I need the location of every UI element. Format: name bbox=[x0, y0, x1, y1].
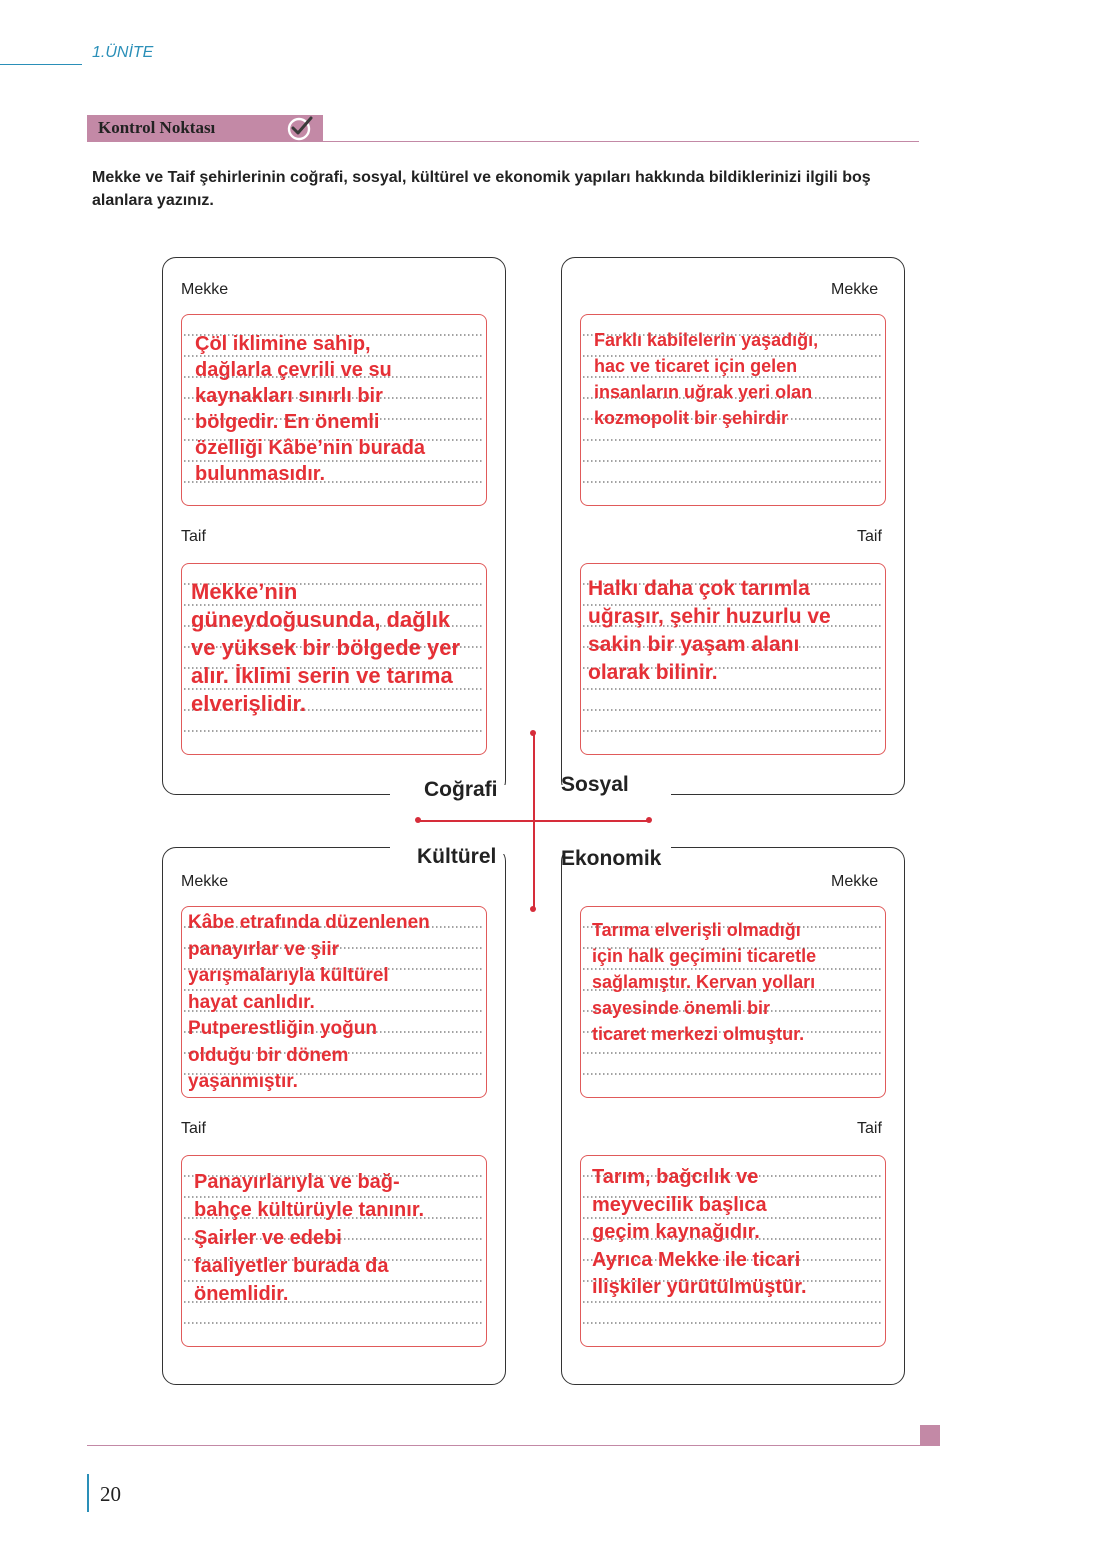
footer-accent-square bbox=[920, 1425, 940, 1445]
answer-text: Tarım, bağcılık ve meyvecilik başlıca geçim kaynağıdır. Ayrıca Mekke ile ticari ilişkiler yürütülmüştür. bbox=[592, 1166, 807, 1298]
city-label-taif: Taif bbox=[857, 1120, 882, 1137]
cross-dot bbox=[415, 817, 421, 823]
answer-box-cografi-mekke[interactable] bbox=[181, 314, 487, 506]
cross-dot bbox=[530, 906, 536, 912]
page-number: 20 bbox=[100, 1482, 121, 1506]
answer-text: Kâbe etrafında düzenlenen panayırlar ve şiir yarışmalarıyla kültürel hayat canlıdır. Putperestliğin yoğun olduğu bir dönem yaşanmıştır. bbox=[188, 912, 430, 1092]
answer-text: Panayırlarıyla ve bağ- bahçe kültürüyle tanınır. Şairler ve edebi faaliyetler burada da önemlidir. bbox=[194, 1171, 425, 1305]
city-label-taif: Taif bbox=[857, 528, 882, 545]
answer-box-sosyal-taif[interactable] bbox=[580, 563, 886, 755]
page-number-bar bbox=[87, 1474, 89, 1512]
answer-text: Tarıma elverişli olmadığı için halk geçimini ticaretle sağlamıştır. Kervan yolları sayesinde önemli bir ticaret merkezi olmuştur. bbox=[592, 920, 817, 1044]
checkmark-circle-icon bbox=[285, 114, 315, 142]
answer-text: Halkı daha çok tarımla uğraşır, şehir huzurlu ve sakin bir yaşam alanı olarak bilinir. bbox=[588, 577, 831, 684]
category-cografi: Coğrafi bbox=[424, 778, 498, 801]
cross-dot bbox=[646, 817, 652, 823]
answer-text: Farklı kabilelerin yaşadığı, hac ve ticaret için gelen insanların uğrak yeri olan kozmopolit bir şehirdir bbox=[594, 330, 819, 428]
answer-box-sosyal-mekke[interactable] bbox=[580, 314, 886, 506]
category-sosyal: Sosyal bbox=[561, 773, 629, 796]
section-rule bbox=[87, 141, 919, 142]
answer-box-cografi-taif[interactable] bbox=[181, 563, 487, 755]
city-label-mekke: Mekke bbox=[181, 873, 229, 890]
answer-text: Mekke’nin güneydoğusunda, dağlık ve yüksek bir bölgede yer alır. İklimi serin ve tarıma elverişlidir. bbox=[191, 579, 461, 716]
unit-header-line bbox=[0, 64, 82, 65]
city-label-mekke: Mekke bbox=[831, 281, 879, 298]
city-label-mekke: Mekke bbox=[831, 873, 879, 890]
city-label-taif: Taif bbox=[181, 528, 206, 545]
city-label-taif: Taif bbox=[181, 1120, 206, 1137]
cross-vertical-line bbox=[533, 733, 535, 909]
category-kulturel: Kültürel bbox=[417, 845, 497, 868]
city-label-mekke: Mekke bbox=[181, 281, 229, 298]
unit-title: 1.ÜNİTE bbox=[92, 44, 154, 61]
answer-box-kulturel-mekke[interactable] bbox=[181, 906, 487, 1098]
answer-box-kulturel-taif[interactable] bbox=[181, 1155, 487, 1347]
category-ekonomik: Ekonomik bbox=[561, 847, 662, 870]
instructions-text: Mekke ve Taif şehirlerinin coğrafi, sosyal, kültürel ve ekonomik yapıları hakkında bildiklerinizi ilgili boş alanlara yazınız. bbox=[92, 169, 871, 209]
answer-box-ekonomik-mekke[interactable] bbox=[580, 906, 886, 1098]
answer-box-ekonomik-taif[interactable] bbox=[580, 1155, 886, 1347]
cross-dot bbox=[530, 730, 536, 736]
section-title: Kontrol Noktası bbox=[98, 118, 216, 137]
footer-rule bbox=[87, 1445, 940, 1446]
answer-text: Çöl iklimine sahip, dağlarla çevrili ve su kaynakları sınırlı bir bölgedir. En önemli özelliği Kâbe’nin burada bulunmasıdır. bbox=[195, 333, 426, 485]
